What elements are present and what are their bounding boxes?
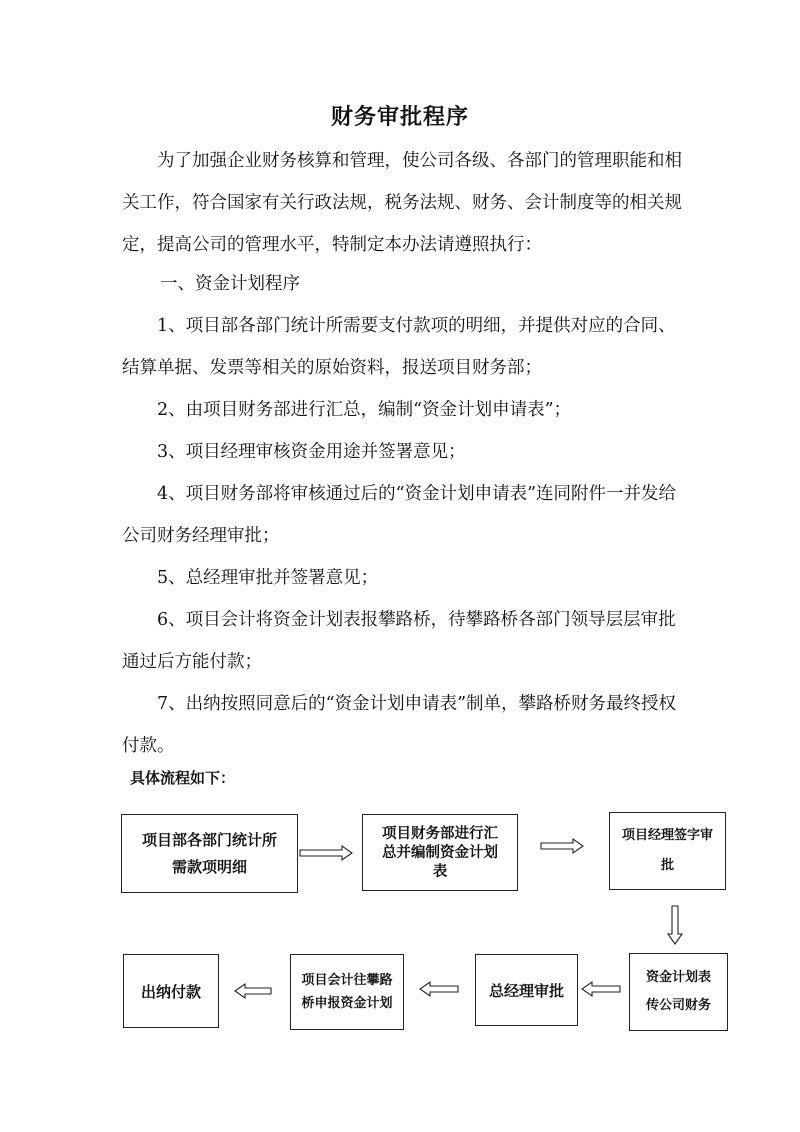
arrow-left-1 bbox=[582, 982, 620, 996]
flow-box-gm-approval-label: 总经理审批 bbox=[488, 981, 564, 1000]
flow-box-send-finance-label: 资金计划表传公司财务 bbox=[645, 970, 711, 1013]
arrow-left-2 bbox=[420, 982, 458, 996]
step-6: 6、项目会计将资金计划表报攀路桥，待攀路桥各部门领导层层审批通过后方能付款； bbox=[122, 610, 676, 672]
flow-box-compile-plan-label: 项目财务部进行汇总并编制资金计划表 bbox=[382, 825, 498, 880]
flow-box-manager-sign-label: 项目经理签字审批 bbox=[621, 828, 713, 873]
document-title: 财务审批程序 bbox=[330, 104, 469, 130]
step-1: 1、项目部各部门统计所需要支付款项的明细，并提供对应的合同、结算单据、发票等相关的原始资料，报送项目财务部； bbox=[122, 316, 676, 378]
step-3: 3、项目经理审核资金用途并签署意见； bbox=[157, 442, 466, 462]
step-2: 2、由项目财务部进行汇总，编制“资金计划申请表”； bbox=[157, 400, 572, 420]
arrow-right-2 bbox=[541, 839, 583, 853]
flow-heading: 具体流程如下： bbox=[130, 769, 236, 787]
intro-paragraph: 为了加强企业财务核算和管理，使公司各级、各部门的管理职能和相关工作，符合国家有关行政法规，税务法规、财务、会计制度等的相关规定，提高公司的管理水平，特制定本办法请遵照执行： bbox=[122, 151, 682, 255]
step-5: 5、总经理审批并签署意见； bbox=[157, 568, 379, 588]
arrow-left-3 bbox=[235, 984, 271, 998]
flow-box-accountant-report-label: 项目会计往攀路桥申报资金计划 bbox=[301, 973, 393, 1011]
flow-box-cashier-pay-label: 出纳付款 bbox=[140, 982, 201, 1001]
flow-box-collect-items-label: 项目部各部门统计所需款项明细 bbox=[141, 830, 277, 876]
step-7: 7、出纳按照同意后的“资金计划申请表”制单，攀路桥财务最终授权付款。 bbox=[122, 694, 677, 756]
arrow-right-1 bbox=[300, 846, 352, 860]
section-heading: 一、资金计划程序 bbox=[160, 274, 300, 294]
step-4: 4、项目财务部将审核通过后的“资金计划申请表”连同附件一并发给公司财务经理审批； bbox=[122, 484, 677, 546]
arrow-down-1 bbox=[668, 906, 682, 944]
